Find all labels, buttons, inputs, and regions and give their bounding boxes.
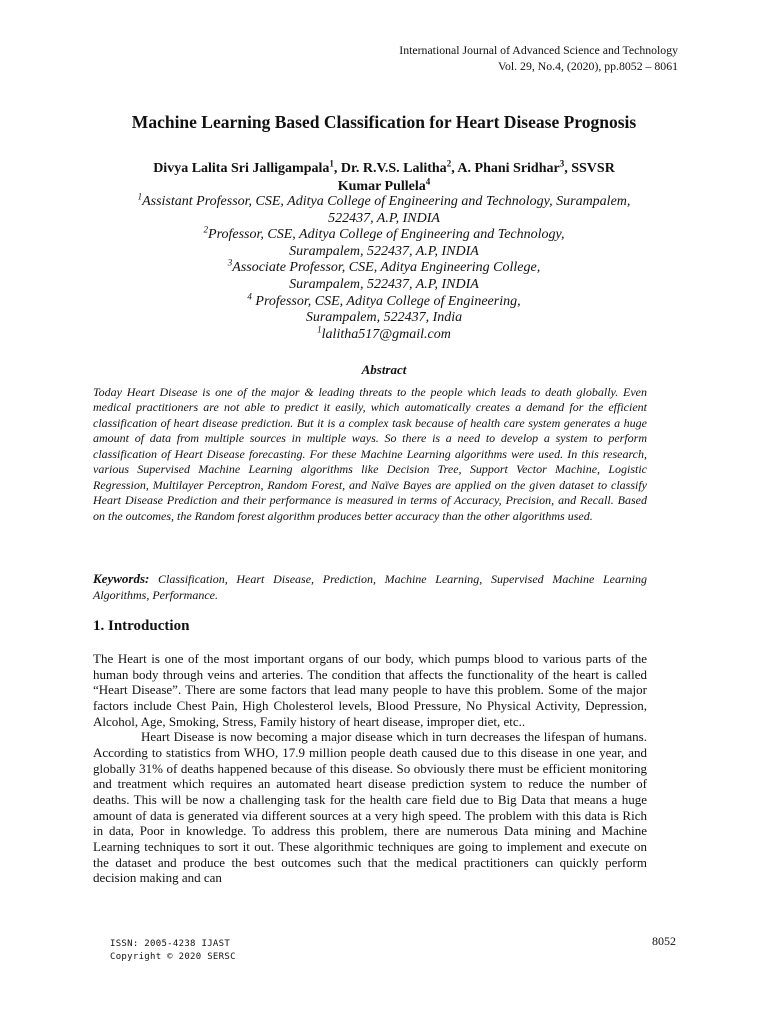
author-name: Divya Lalita Sri Jalligampala	[153, 161, 330, 176]
affiliation-mark: 3	[227, 257, 233, 268]
keywords	[93, 571, 647, 603]
author-affiliation-mark: 1	[329, 158, 334, 169]
affiliation-text: Associate Professor, CSE, Aditya Engineering College,	[232, 260, 541, 276]
author-name: , SSVSR	[564, 161, 615, 176]
affiliation-text: Surampalem, 522437, A.P, INDIA	[289, 243, 479, 259]
affiliation-line	[80, 191, 688, 211]
abstract-body: Today Heart Disease is one of the major & leading threats to the people which leads to death globally. Even medical practitioners are not able to predict it easily, which automatically creates a demand for the efficient classification of heart disease prediction. But it is a complex task because of health care system generates a huge amount of data from multiple sources in multiple ways. So there is a need to develop a system to perform classification of Heart Disease forecasting. For these Machine Learning algorithms were used. In this research, various Supervised Machine Learning algorithms like Decision Tree, Support Vector Machine, Logistic Regression, Multilayer Perceptron, Random Forest, and Naïve Bayes are applied on the given dataset to classify Heart Disease Prediction and their performance is measured in terms of Accuracy, Precision, and Recall. Based on the outcomes, the Random forest algorithm produces better accuracy than the other algorithms used.	[93, 385, 647, 523]
paragraph: Heart Disease is now becoming a major disease which in turn decreases the lifespan of humans. According to statistics from WHO, 17.9 million people death caused due to this disease in one year, and globally 31% of deaths happened because of this disease. So obviously there must be efficient monitoring and treatment which requires an automated heart disease prediction system to reduce the number of deaths. This will be now a challenging task for the health care field due to Big Data that means a huge amount of data is generated via different sources at a very high speed. The problem with this data is Rich in data, Poor in knowledge. To address this problem, there are numerous Data mining and Machine Learning techniques to sort it out. These algorithmic techniques are going to implement and execute on the dataset and produce the best outcomes such that the medical practitioners can quickly perform decision making and can	[93, 729, 647, 886]
footer-copyright: Copyright © 2020 SERSC	[110, 952, 236, 962]
author-name: , Dr. R.V.S. Lalitha	[333, 161, 447, 176]
affiliation-text: Surampalem, 522437, A.P, INDIA	[289, 276, 479, 292]
affiliation-line	[80, 310, 688, 327]
keywords-label: Keywords:	[93, 571, 150, 586]
affiliation-text: Surampalem, 522437, India	[305, 310, 463, 326]
affiliation-mark: 4	[247, 290, 252, 301]
affiliation-line	[80, 277, 688, 294]
affiliation-text: Professor, CSE, Aditya College of Engineering,	[251, 293, 521, 309]
paragraph: The Heart is one of the most important organs of our body, which pumps blood to various parts of the human body through veins and arteries. The condition that affects the functionality of the heart is called “Heart Disease”. There are some factors that lead many people to have this problem. Some of the major factors include Chest Pain, High Cholesterol levels, Blood Pressure, No Physical Activity, Depression, Alcohol, Age, Smoking, Stress, Family history of heart disease, improper diet, etc..	[93, 651, 647, 729]
footer-info	[110, 938, 236, 964]
author-list	[100, 160, 668, 196]
abstract-heading: Abstract	[361, 362, 407, 377]
introduction-body	[93, 651, 647, 886]
journal-name: International Journal of Advanced Science and Technology	[399, 43, 678, 57]
affiliation-line	[80, 257, 688, 277]
affiliation-line	[80, 224, 688, 244]
affiliation-mark: 1	[317, 324, 322, 335]
author-affiliation-mark: 2	[446, 158, 452, 169]
author-name: , A. Phani Sridhar	[451, 161, 560, 176]
section-heading: 1. Introduction	[93, 618, 190, 634]
author-affiliation-mark: 4	[425, 176, 431, 187]
affiliation-line	[80, 211, 688, 228]
affiliation-text: Assistant Professor, CSE, Aditya College of Engineering and Technology, Surampalem,	[142, 194, 631, 209]
page-number: 8052	[652, 934, 676, 948]
journal-header	[399, 42, 678, 74]
affiliations	[80, 191, 688, 343]
journal-volume: Vol. 29, No.4, (2020), pp.8052 – 8061	[497, 59, 678, 73]
footer-issn: ISSN: 2005-4238 IJAST	[110, 939, 231, 949]
affiliation-text: Professor, CSE, Aditya College of Engineering and Technology,	[208, 227, 565, 243]
author-affiliation-mark: 3	[559, 158, 565, 169]
contact-email[interactable]	[80, 324, 688, 344]
affiliation-line	[80, 244, 688, 261]
paper-title: Machine Learning Based Classification for Heart Disease Prognosis	[131, 112, 637, 132]
author-name: Kumar Pullela	[337, 179, 426, 194]
affiliation-mark: 2	[203, 224, 209, 235]
affiliation-text: 522437, A.P, INDIA	[328, 210, 440, 226]
affiliation-line	[80, 290, 688, 311]
author-line-1	[100, 160, 668, 178]
affiliation-mark: 1	[137, 191, 143, 202]
email-text[interactable]: lalitha517@gmail.com	[321, 326, 451, 342]
keywords-text: Classification, Heart Disease, Prediction, Machine Learning, Supervised Machine Learning Algorithms, Performance.	[93, 572, 647, 602]
